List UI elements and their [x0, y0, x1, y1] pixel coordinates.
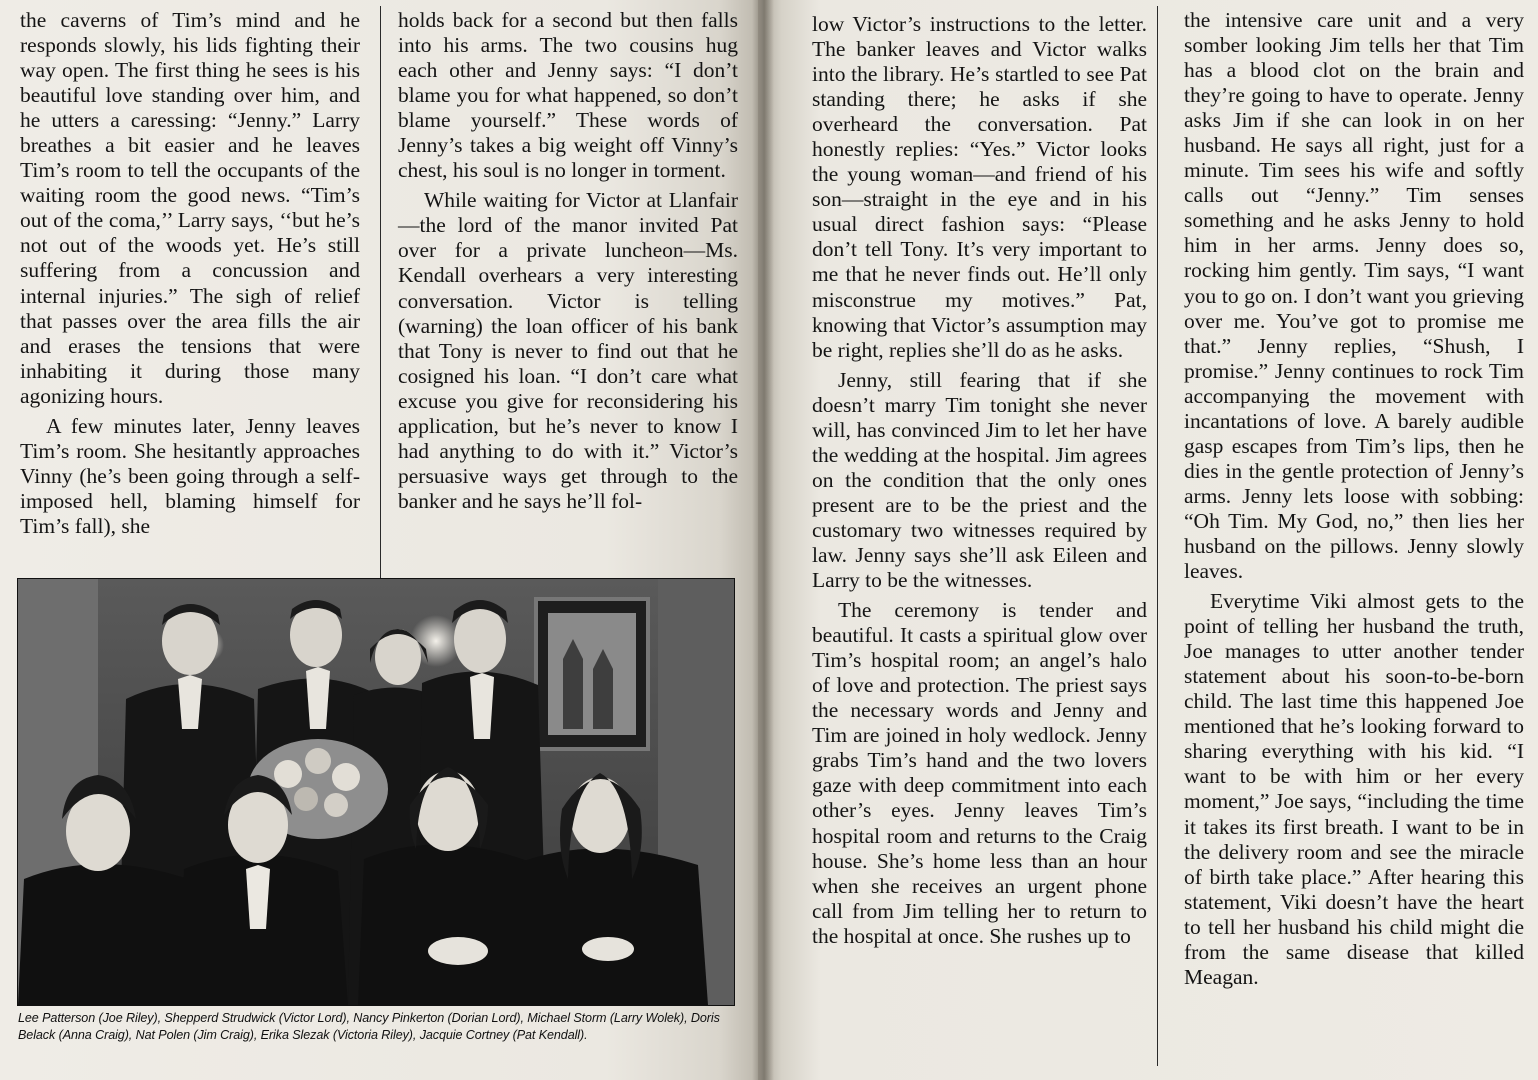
paragraph: A few minutes later, Jenny leaves Tim’s room. She hesitantly approaches Vinny (he’s been going through a self-imposed hell, blaming himself for Tim’s fall), she [20, 413, 360, 538]
photo-caption: Lee Patterson (Joe Riley), Shepperd Strudwick (Victor Lord), Nancy Pinkerton (Dorian Lord), Michael Storm (Larry Wolek), Doris Belack (Anna Craig), Nat Polen (Jim Craig), Erika Slezak (Victoria Riley), Jacquie Cortney (Pat Kendall). [18, 1011, 720, 1042]
left-page [0, 0, 758, 1080]
right-column-2 [1184, 8, 1524, 1068]
paragraph: Jenny, still fearing that if she doesn’t marry Tim tonight she never will, has convinced Jim to let her have the wedding at the hospital. Jim agrees on the condition that the only ones present are to be the priest and the customary two witnesses required by law. Jenny says she’ll ask Eileen and Larry to be the witnesses. [812, 367, 1147, 593]
paragraph: holds back for a second but then falls into his arms. The two cousins hug each other and Jenny says: “I don’t blame you for what happened, so don’t blame yourself.” These words of Jenny’s takes a big weight off Vinny’s chest, his soul is no longer in torment. [398, 8, 738, 183]
paragraph: the intensive care unit and a very somber looking Jim tells her that Tim has a blood clot on the brain and they’re going to have to operate. Jenny asks Jim if she can look in on her husband. He says all right, just for a minute. Tim sees his wife and softly calls out “Jenny.” Tim senses something and he asks Jenny to hold him in her arms. Jenny does so, rocking him gently. Tim says, “I want you to go on. I don’t want you grieving over me. You’ve got to promise me that.” Jenny replies, “Shush, I promise.” Jenny continues to rock Tim accompanying the movement with incantations of love. A barely audible gasp escapes from Tim’s lips, then he dies in the gentle protection of Jenny’s arms. Jenny lets loose with sobbing: “Oh Tim. My God, no,” then lies her husband on the pillows. Jenny slowly leaves. [1184, 8, 1524, 584]
right-page [758, 0, 1538, 1080]
paragraph: While waiting for Victor at Llanfair—the lord of the manor invited Pat over for a private luncheon—Ms. Kendall overhears a very interesting conversation. Victor is telling (warning) the loan officer of his bank that Tony is never to find out that he cosigned his loan. “I don’t care what excuse you give for reconsidering his application, but he’s never to know I had anything to do with it.” Victor’s persuasive ways get through to the banker and he says he’ll fol- [398, 188, 738, 513]
left-column-2 [398, 8, 738, 568]
paragraph: The ceremony is tender and beautiful. It casts a spiritual glow over Tim’s hospital room; an angel’s halo of love and protection. The priest says the necessary words and Jenny and Tim are joined in holy wedlock. Jenny grabs Tim’s hand and the two lovers gaze with deep commitment into each other’s eyes. Jenny leaves Tim’s hospital room and returns to the Craig house. She’s home less than an hour when she receives an urgent phone call from Jim telling her to return to the hospital at once. She rushes up to [812, 598, 1147, 948]
cast-photo [17, 578, 735, 1006]
paragraph: Everytime Viki almost gets to the point of telling her husband the truth, Joe manages to utter another tender statement about his soon-to-be-born child. The last time this happened Joe mentioned that he’s looking forward to sharing everything with his kid. “I want to be with him or her every moment,” Joe says, “including the time it takes its first breath. I want to be in the delivery room and see the miracle of birth take place.” After hearing this statement, Viki doesn’t have the heart to tell her husband his child might die from the same disease that killed Meagan. [1184, 589, 1524, 989]
paragraph: the caverns of Tim’s mind and he responds slowly, his lids fighting their way open. The first thing he sees is his beautiful love standing over him, and he utters a caressing: “Jenny.” Larry breathes a bit easier and he leaves Tim’s room to tell the occupants of the waiting room the good news. “Tim’s out of the coma,’’ Larry says, ‘‘but he’s not out of the woods yet. He’s still suffering from a concussion and internal injuries.” The sigh of relief that passes over the area fills the air and erases the tensions that were inhabiting it during those many agonizing hours. [20, 8, 360, 408]
cast-photo-illustration [18, 579, 734, 1005]
column-divider [380, 6, 381, 578]
page-gutter [752, 0, 774, 1080]
paragraph: low Victor’s instructions to the letter. The banker leaves and Victor walks into the library. He’s startled to see Pat standing there; he asks if she overheard the conversation. Pat honestly replies: “Yes.” Victor looks the young woman—and friend of his son—straight in the eye and in his usual direct fashion says: “Please don’t tell Tony. It’s very important to me that he never finds out. He’ll only misconstrue my motives.” Pat, knowing that Victor’s assumption may be right, replies she’ll do as he asks. [812, 12, 1147, 362]
column-divider [1157, 6, 1158, 1066]
left-column-1 [20, 8, 360, 568]
right-column-1 [812, 12, 1147, 1072]
